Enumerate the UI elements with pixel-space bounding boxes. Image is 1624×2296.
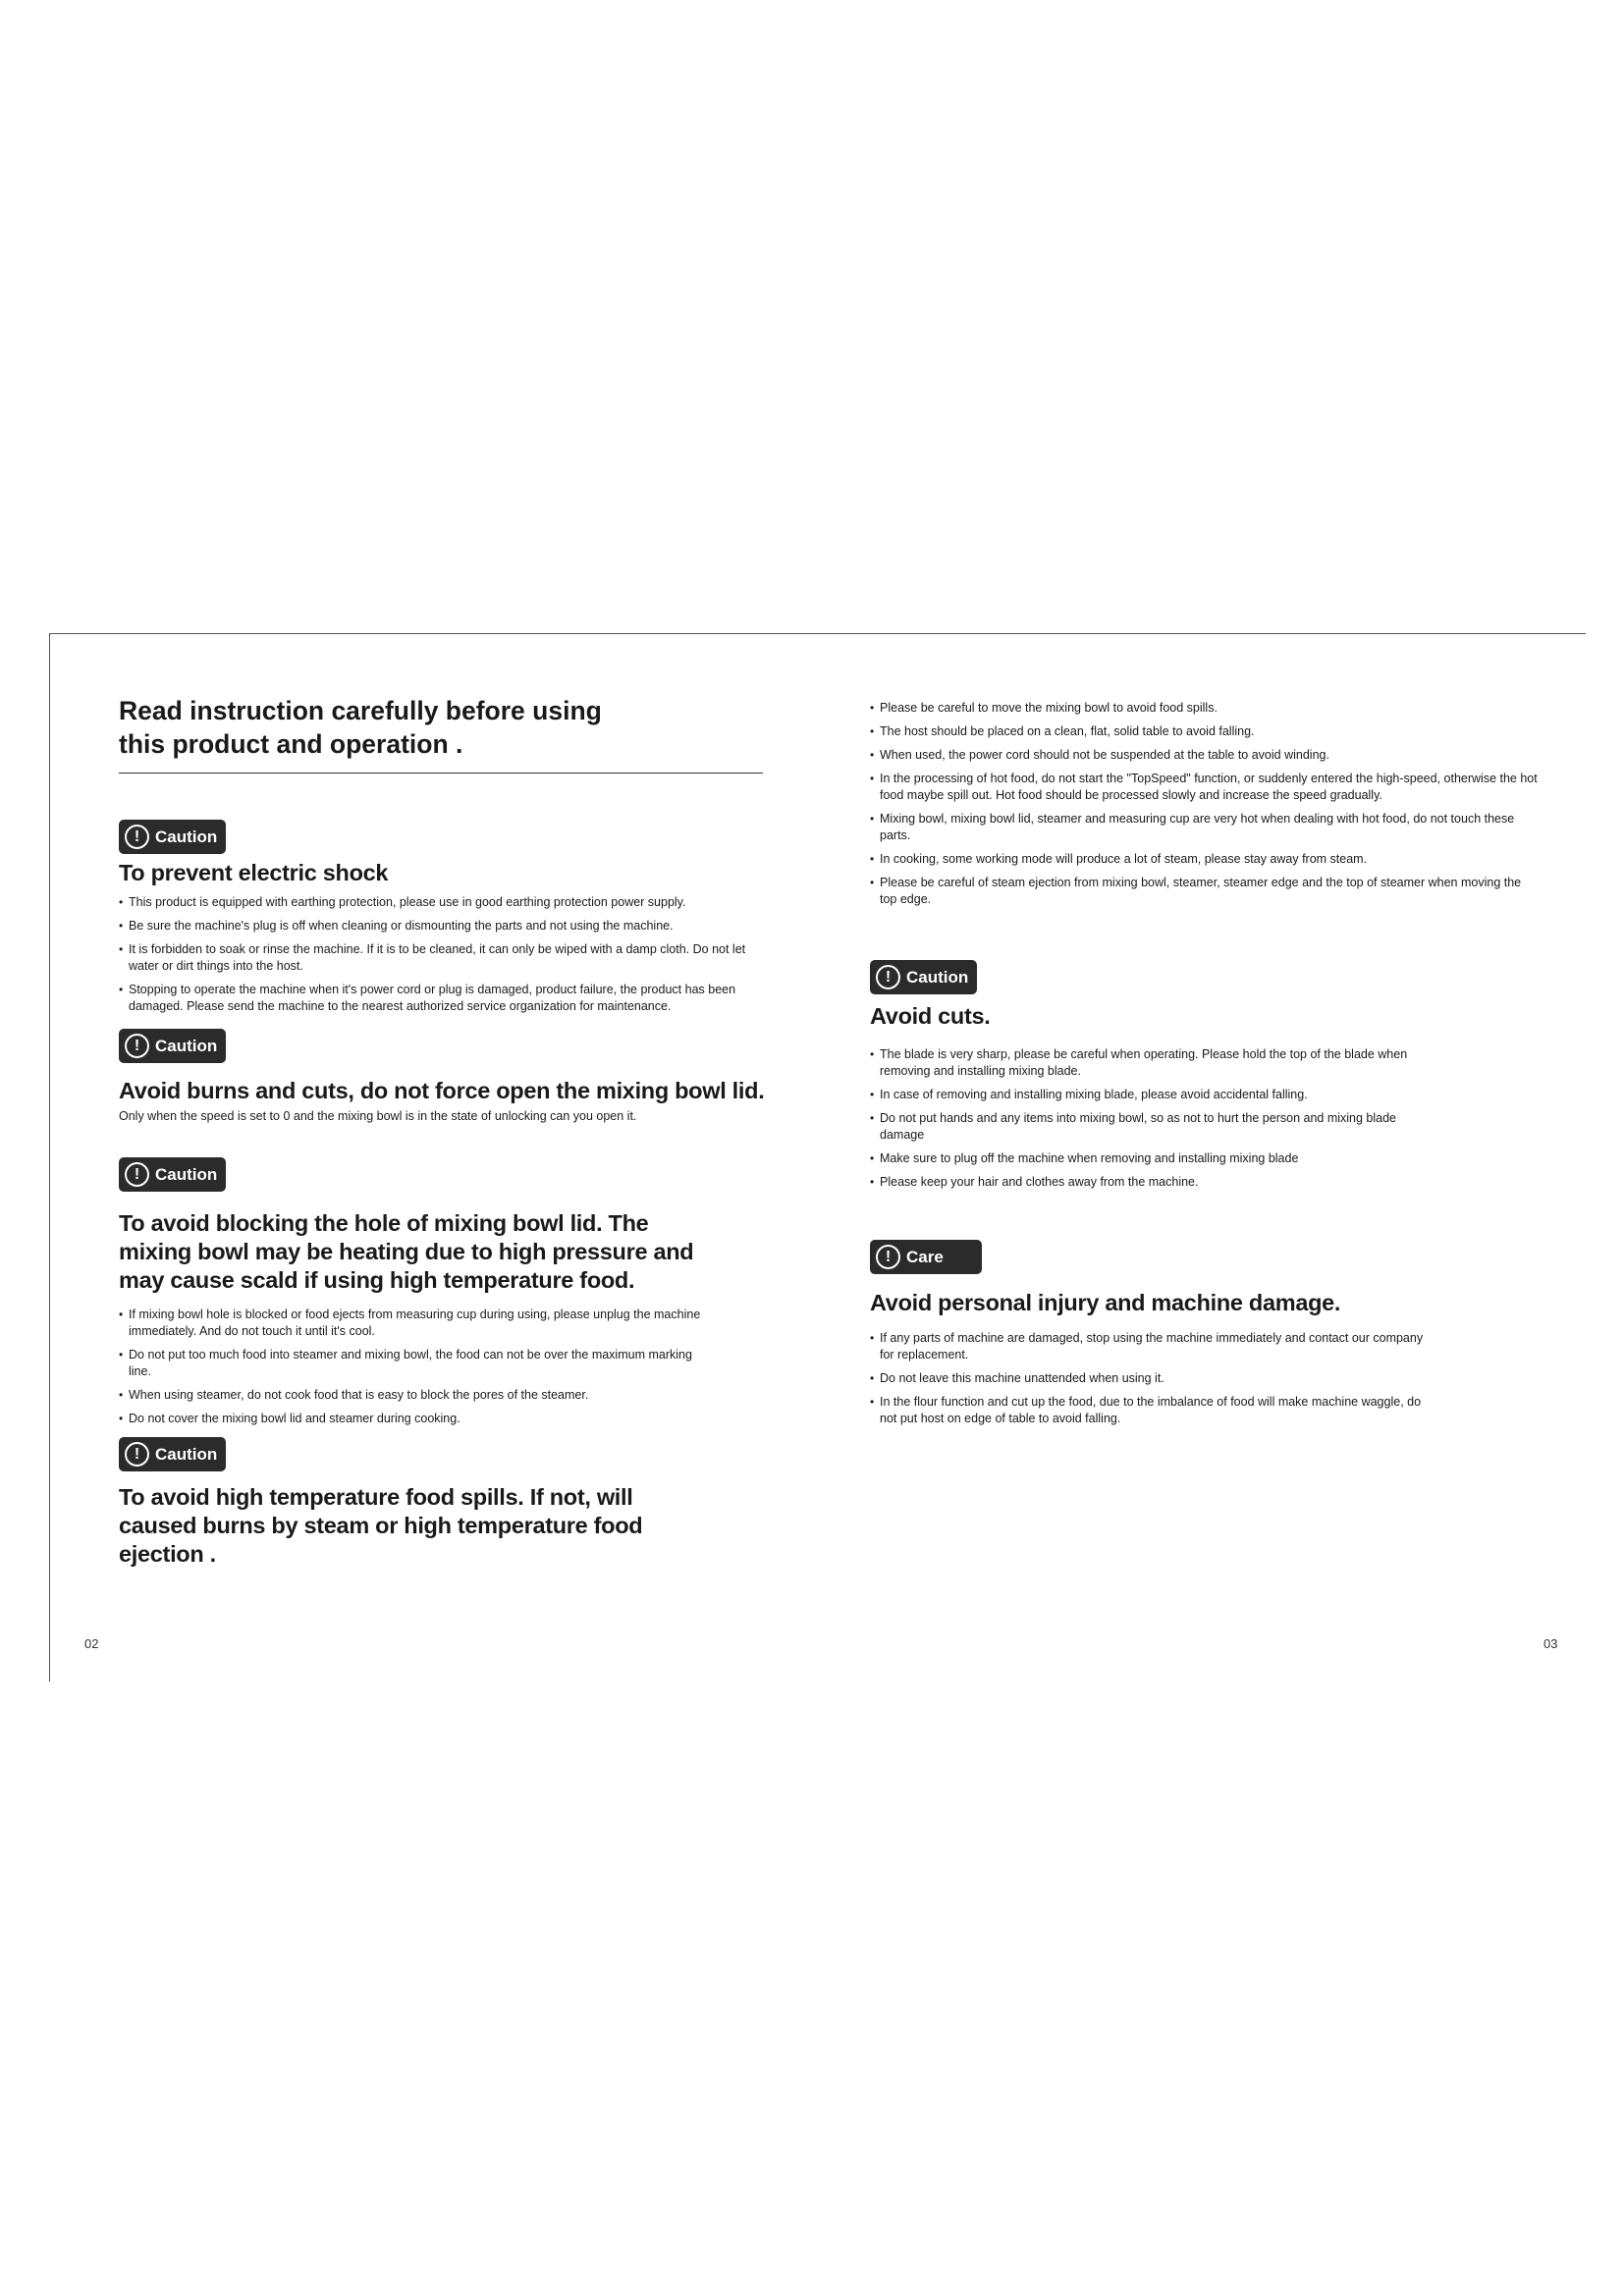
list-item: • Please keep your hair and clothes away from the machine. <box>870 1174 1430 1191</box>
bullet-list-top <box>870 700 1538 908</box>
caution-badge <box>119 1437 226 1471</box>
badge-label: Care <box>906 1247 944 1266</box>
exclamation-circle-icon: ! <box>125 1442 149 1467</box>
badge-label: Caution <box>155 827 218 846</box>
list-item: • Please be careful to move the mixing bowl to avoid food spills. <box>870 700 1538 717</box>
exclamation-circle-icon: ! <box>876 965 900 989</box>
exclamation-circle-icon: ! <box>125 1034 149 1058</box>
list-item: • Do not cover the mixing bowl lid and steamer during cooking. <box>119 1411 708 1427</box>
caution-badge <box>119 1029 226 1063</box>
section-blocking-hole <box>119 1157 767 1427</box>
list-item: • Stopping to operate the machine when it's power cord or plug is damaged, product failure, the product has been damaged. Please send the machine to the nearest authorized service organization for maintenance. <box>119 982 767 1015</box>
section-heading: Avoid personal injury and machine damage. <box>870 1290 1341 1315</box>
list-item: • In the processing of hot food, do not start the "TopSpeed" function, or suddenly entered the high-speed, otherwise the hot food maybe spill out. Hot food should be processed slowly and increase the speed gradually. <box>870 771 1538 804</box>
care-badge <box>870 1240 982 1274</box>
list-item: • When using steamer, do not cook food that is easy to block the pores of the steamer. <box>119 1387 708 1404</box>
page-title-line-2: this product and operation . <box>119 729 463 759</box>
list-item: • Do not leave this machine unattended when using it. <box>870 1370 1439 1387</box>
page-title-line-1: Read instruction carefully before using <box>119 696 602 725</box>
right-page <box>870 700 1538 1434</box>
caution-badge <box>870 960 977 994</box>
caution-badge <box>119 1157 226 1192</box>
section-heading: Avoid burns and cuts, do not force open the mixing bowl lid. <box>119 1078 765 1103</box>
list-item: • Make sure to plug off the machine when removing and installing mixing blade <box>870 1150 1430 1167</box>
section-avoid-cuts <box>870 960 1538 1191</box>
frame-left-border <box>49 633 50 1682</box>
list-item: • In the flour function and cut up the food, due to the imbalance of food will make machine waggle, do not put host on edge of table to avoid falling. <box>870 1394 1439 1427</box>
section-heading: To avoid blocking the hole of mixing bowl lid. The mixing bowl may be heating due to high pressure and may cause scald if using high temperature food. <box>119 1210 694 1293</box>
page-title <box>119 694 767 761</box>
list-item: • If mixing bowl hole is blocked or food ejects from measuring cup during using, please unplug the machine immediately. And do not touch it until it's cool. <box>119 1307 708 1340</box>
section-note: Only when the speed is set to 0 and the mixing bowl is in the state of unlocking can you open it. <box>119 1109 637 1123</box>
list-item: • Do not put hands and any items into mixing bowl, so as not to hurt the person and mixing blade damage <box>870 1110 1430 1144</box>
frame-top-border <box>49 633 1586 634</box>
bullet-list <box>870 1330 1439 1427</box>
list-item: • Mixing bowl, mixing bowl lid, steamer and measuring cup are very hot when dealing with hot food, do not touch these parts. <box>870 811 1538 844</box>
list-item: • The host should be placed on a clean, flat, solid table to avoid falling. <box>870 723 1538 740</box>
badge-label: Caution <box>155 1164 218 1184</box>
left-page <box>119 694 767 1569</box>
title-divider <box>119 773 763 774</box>
caution-badge <box>119 820 226 854</box>
bullet-list <box>870 1046 1430 1191</box>
list-item: • When used, the power cord should not be suspended at the table to avoid winding. <box>870 747 1538 764</box>
section-heading: Avoid cuts. <box>870 1003 991 1029</box>
section-heading: To prevent electric shock <box>119 860 389 885</box>
list-item: • In case of removing and installing mixing blade, please avoid accidental falling. <box>870 1087 1430 1103</box>
badge-label: Caution <box>155 1444 218 1464</box>
page-number-right: 03 <box>1543 1636 1558 1651</box>
section-heading: To avoid high temperature food spills. If not, will caused burns by steam or high temperature food ejection . <box>119 1484 643 1567</box>
list-item: • Be sure the machine's plug is off when cleaning or dismounting the parts and not using the machine. <box>119 918 767 934</box>
list-item: • This product is equipped with earthing protection, please use in good earthing protection power supply. <box>119 894 767 911</box>
list-item: • In cooking, some working mode will produce a lot of steam, please stay away from steam. <box>870 851 1538 868</box>
list-item: • It is forbidden to soak or rinse the machine. If it is to be cleaned, it can only be wiped with a damp cloth. Do not let water or dirt things into the host. <box>119 941 767 975</box>
section-burns-cuts <box>119 1029 767 1125</box>
section-care <box>870 1240 1538 1427</box>
list-item: • Do not put too much food into steamer and mixing bowl, the food can not be over the maximum marking line. <box>119 1347 708 1380</box>
section-electric-shock <box>119 820 767 1015</box>
exclamation-circle-icon: ! <box>125 825 149 849</box>
exclamation-circle-icon: ! <box>876 1245 900 1269</box>
bullet-list <box>119 1307 708 1427</box>
badge-label: Caution <box>155 1036 218 1055</box>
page-number-left: 02 <box>84 1636 99 1651</box>
list-item: • Please be careful of steam ejection from mixing bowl, steamer, steamer edge and the top of steamer when moving the top edge. <box>870 875 1538 908</box>
list-item: • The blade is very sharp, please be careful when operating. Please hold the top of the blade when removing and installing mixing blade. <box>870 1046 1430 1080</box>
exclamation-circle-icon: ! <box>125 1162 149 1187</box>
section-food-spills <box>119 1437 767 1569</box>
badge-label: Caution <box>906 967 969 987</box>
list-item: • If any parts of machine are damaged, stop using the machine immediately and contact our company for replacement. <box>870 1330 1439 1363</box>
bullet-list <box>119 894 767 1015</box>
